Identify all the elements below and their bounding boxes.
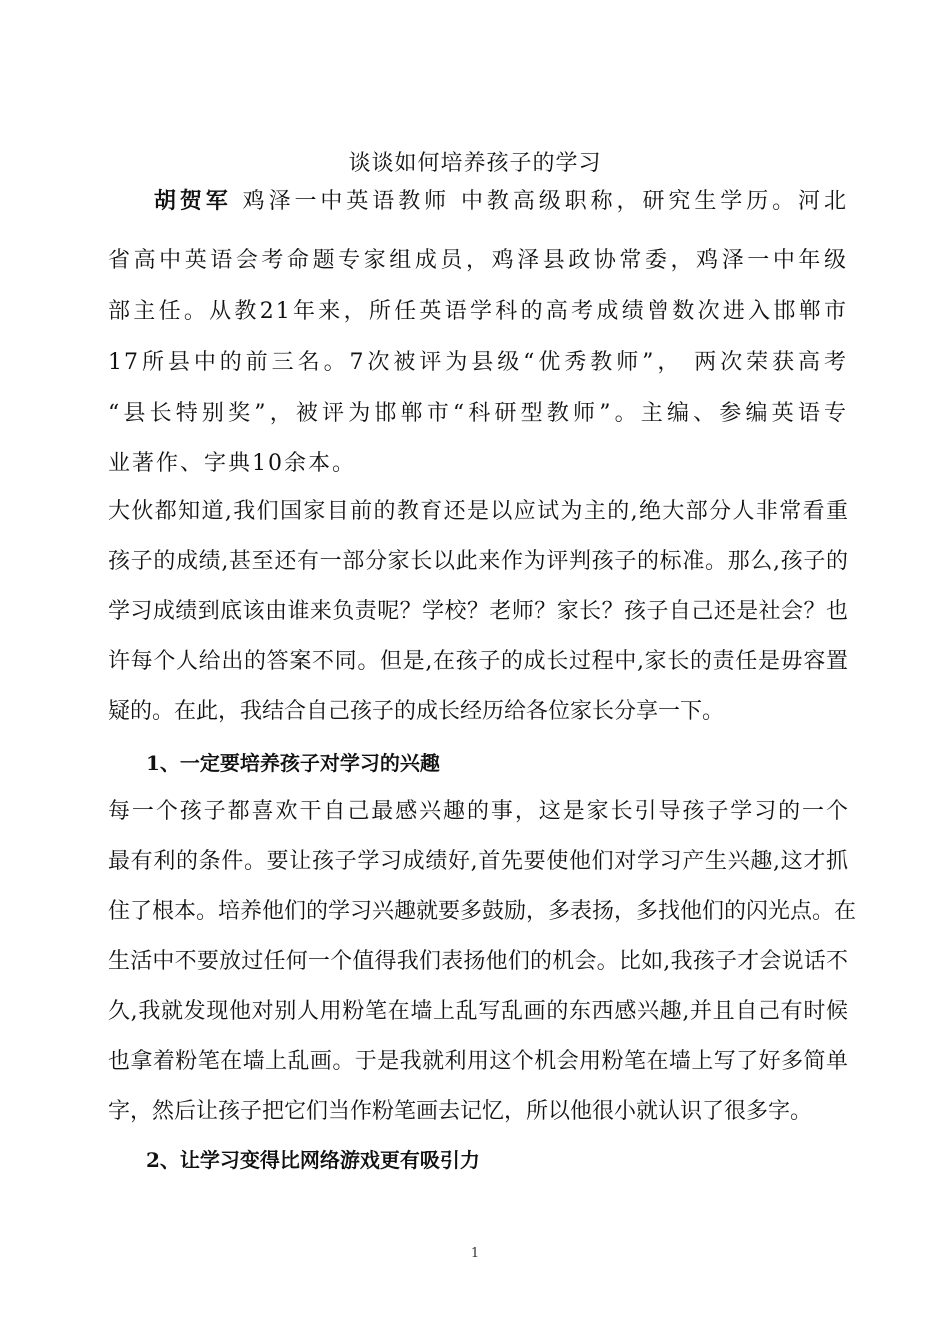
bio-line: “县长特别奖”，被评为邯郸市“科研型教师”。主编、参编英语专 [108,401,848,426]
bio-line: 17所县中的前三名。7次被评为县级“优秀教师”， 两次荣获高考 [108,350,848,375]
bio-line: 业著作、字典10余本。 [108,451,356,476]
intro-line: 许每个人给出的答案不同。但是,在孩子的成长过程中,家长的责任是毋容置 [108,649,848,674]
bio-line: 省高中英语会考命题专家组成员，鸡泽县政协常委，鸡泽一中年级 [108,248,848,273]
bio-line: 部主任。从教21年来，所任英语学科的高考成绩曾数次进入邯郸市 [108,299,848,324]
section-line: 最有利的条件。要让孩子学习成绩好,首先要使他们对学习产生兴趣,这才抓 [108,849,848,874]
page-number: 1 [470,1246,480,1261]
intro-line: 大伙都知道,我们国家目前的教育还是以应试为主的,绝大部分人非常看重 [108,499,848,524]
section-line: 久,我就发现他对别人用粉笔在墙上乱写乱画的东西感兴趣,并且自己有时候 [108,999,848,1024]
section-heading-1: 1、一定要培养孩子对学习的兴趣 [146,751,440,775]
document-title: 谈谈如何培养孩子的学习 [348,151,602,176]
section-line: 住了根本。培养他们的学习兴趣就要多鼓励，多表扬，多找他们的闪光点。在 [108,899,857,924]
intro-line: 孩子的成绩,甚至还有一部分家长以此来作为评判孩子的标准。那么,孩子的 [108,549,848,574]
intro-line: 学习成绩到底该由谁来负责呢？学校？老师？家长？孩子自己还是社会？也 [108,599,848,624]
section-heading-2: 2、让学习变得比网络游戏更有吸引力 [146,1148,480,1172]
author-name: 胡贺军 [152,188,232,214]
section-line: 生活中不要放过任何一个值得我们表扬他们的机会。比如,我孩子才会说话不 [108,949,848,974]
section-line: 每一个孩子都喜欢干自己最感兴趣的事，这是家长引导孩子学习的一个 [108,799,848,824]
intro-line: 疑的。在此，我结合自己孩子的成长经历给各位家长分享一下。 [108,699,725,724]
bio-first-line-text: 鸡泽一中英语教师 中教高级职称，研究生学历。河北 [231,189,848,214]
section-line: 也拿着粉笔在墙上乱画。于是我就利用这个机会用粉笔在墙上写了好多简单 [108,1049,848,1074]
bio-line [108,185,848,217]
section-line: 字，然后让孩子把它们当作粉笔画去记忆，所以他很小就认识了很多字。 [108,1099,813,1124]
